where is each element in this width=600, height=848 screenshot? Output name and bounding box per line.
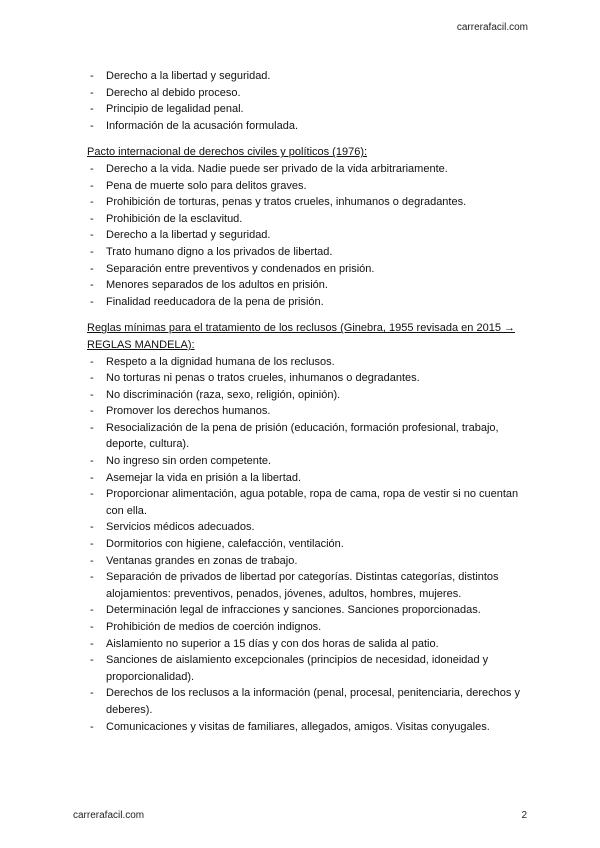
list-item: - Trato humano digno a los privados de libertad. [87, 244, 527, 261]
reglas-list [87, 354, 527, 736]
list-item: - Finalidad reeducadora de la pena de prisión. [87, 294, 527, 311]
list-item: - No discriminación (raza, sexo, religión, opinión). [87, 387, 527, 404]
list-item: - Derecho a la libertad y seguridad. [87, 227, 527, 244]
list-item: - Resocialización de la pena de prisión (educación, formación profesional, trabajo, deporte, cultura). [87, 420, 527, 453]
list-item: - Promover los derechos humanos. [87, 403, 527, 420]
list-item: - Pena de muerte solo para delitos graves. [87, 178, 527, 195]
list-item: - Prohibición de la esclavitud. [87, 211, 527, 228]
list-item: - Dormitorios con higiene, calefacción, ventilación. [87, 536, 527, 553]
list-item: - Ventanas grandes en zonas de trabajo. [87, 553, 527, 570]
list-item: - Derecho a la vida. Nadie puede ser privado de la vida arbitrariamente. [87, 161, 527, 178]
list-item: - Separación de privados de libertad por categorías. Distintas categorías, distintos alojamientos: preventivos, penados, jóvenes, adultos, hombres, mujeres. [87, 569, 527, 602]
list-item: - Aislamiento no superior a 15 días y con dos horas de salida al patio. [87, 636, 527, 653]
list-item: - Servicios médicos adecuados. [87, 519, 527, 536]
list-item: - Prohibición de medios de coerción indignos. [87, 619, 527, 636]
list-item: - No torturas ni penas o tratos crueles, inhumanos o degradantes. [87, 370, 527, 387]
list-item: - Sanciones de aislamiento excepcionales (principios de necesidad, idoneidad y proporcionalidad). [87, 652, 527, 685]
list-item: - Prohibición de torturas, penas y tratos crueles, inhumanos o degradantes. [87, 194, 527, 211]
list-item: - Determinación legal de infracciones y sanciones. Sanciones proporcionadas. [87, 602, 527, 619]
reglas-section-title: Reglas mínimas para el tratamiento de los reclusos (Ginebra, 1955 revisada en 2015 → REGLAS MANDELA): [87, 322, 516, 351]
list-item: - Comunicaciones y visitas de familiares, allegados, amigos. Visitas conyugales. [87, 719, 527, 736]
list-item: - Proporcionar alimentación, agua potable, ropa de cama, ropa de vestir si no cuentan con ella. [87, 486, 527, 519]
list-item: - Menores separados de los adultos en prisión. [87, 277, 527, 294]
document-body [87, 68, 527, 735]
intro-list [87, 68, 527, 134]
list-item: - Derechos de los reclusos a la información (penal, procesal, penitenciaria, derechos y deberes). [87, 685, 527, 718]
list-item: - Información de la acusación formulada. [87, 118, 527, 135]
header-site-name: carrerafacil.com [456, 22, 528, 33]
list-item: - Principio de legalidad penal. [87, 101, 527, 118]
list-item: - Asemejar la vida en prisión a la libertad. [87, 470, 527, 487]
list-item: - Respeto a la dignidad humana de los reclusos. [87, 354, 527, 371]
list-item: - Derecho a la libertad y seguridad. [87, 68, 527, 85]
list-item: - Separación entre preventivos y condenados en prisión. [87, 261, 527, 278]
list-item: - No ingreso sin orden competente. [87, 453, 527, 470]
list-item: - Derecho al debido proceso. [87, 85, 527, 102]
pacto-list [87, 161, 527, 310]
page-number: 2 [521, 810, 527, 821]
footer-site-name: carrerafacil.com [73, 810, 145, 821]
pacto-section-title: Pacto internacional de derechos civiles y políticos (1976): [87, 146, 368, 159]
